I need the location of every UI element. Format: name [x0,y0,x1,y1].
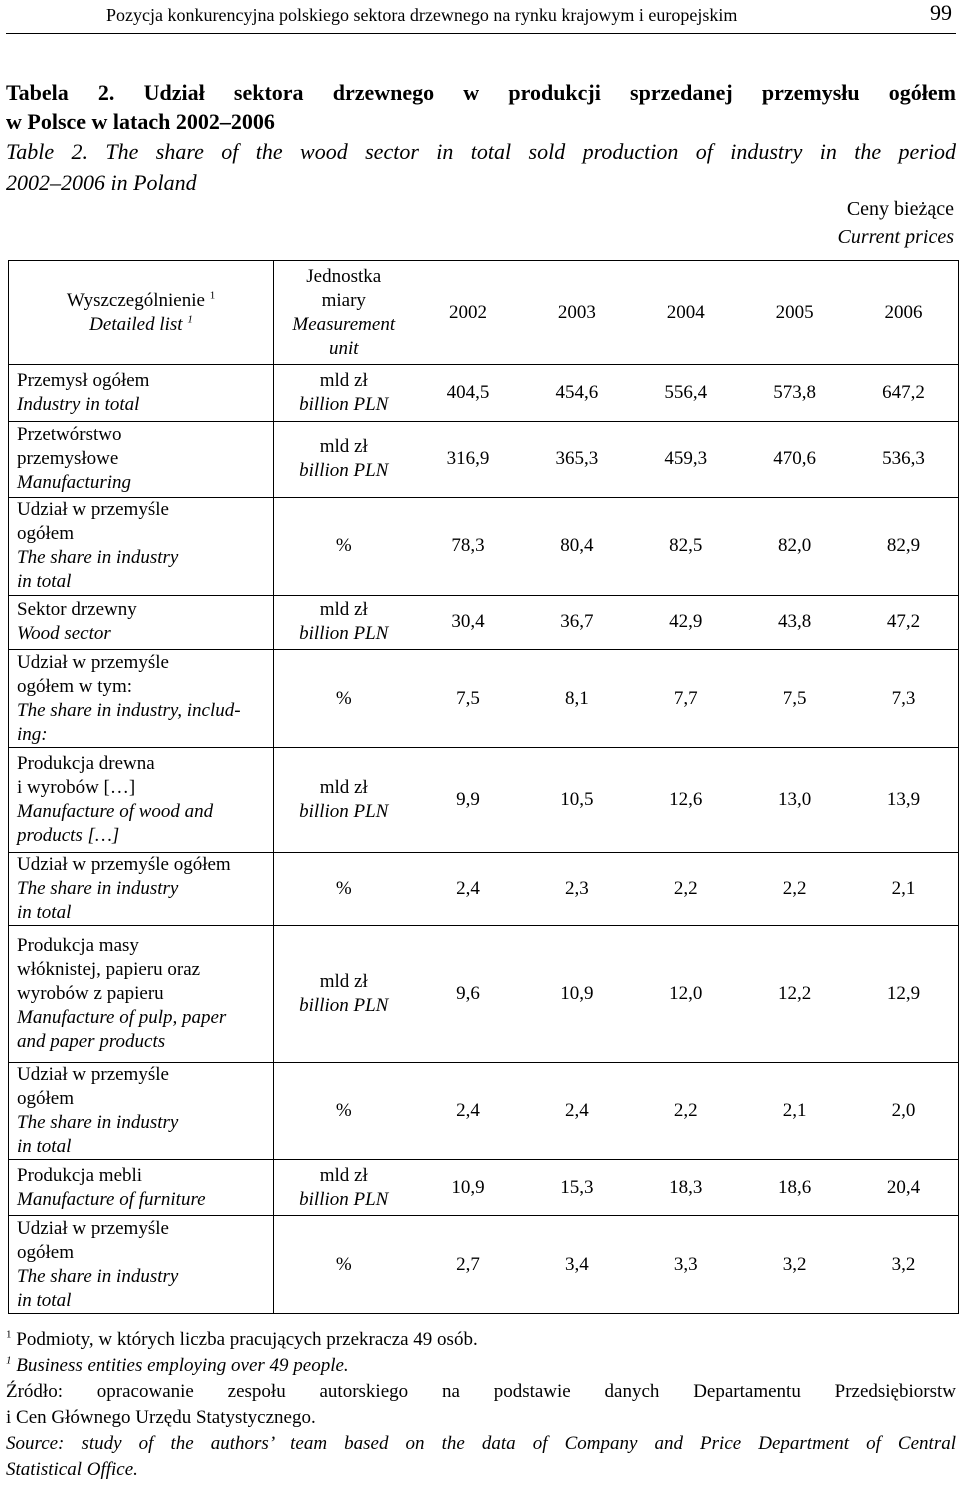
value-cell: 12,9 [886,982,921,1004]
value-cell: 82,5 [669,535,703,557]
value-cell: 2,1 [782,1099,807,1121]
year-header: 2004 [666,301,705,323]
year-header: 2003 [557,301,596,323]
value-cell: 556,4 [664,382,708,404]
row-values [414,365,959,421]
row-values [414,748,959,852]
value-cell: 8,1 [564,687,589,709]
value-cell: 13,9 [886,789,921,810]
value-cell: 36,7 [560,611,594,633]
value-cell: 536,3 [882,448,925,470]
footnote-en: $^1$ Business entities employing over 49 people. [6,1354,349,1376]
row-description: Przemysł ogółem Industry in total [9,365,274,421]
value-cell: 13,0 [777,789,812,810]
value-cell: 470,6 [773,448,816,470]
value-cell: 3,3 [673,1253,698,1275]
table-row [9,926,959,1063]
row-values [414,595,959,649]
source-pl-line1: Źródło: opracowanie zespołu autorskiego na podstawie danych Departamentu Przedsiębiorstw [6,1381,956,1402]
caption-pl-line2: w Polsce w latach 2002–2006 [6,109,275,134]
value-cell: 12,2 [777,982,812,1004]
value-cell: 2,0 [891,1099,916,1121]
prices-note [838,195,954,251]
value-cell: 2,4 [456,877,480,899]
value-cell: 10,5 [560,789,594,810]
row-unit: mld zł billion PLN [274,595,414,649]
value-cell: 20,4 [886,1176,921,1198]
row-description: Przetwórstwo przemysłowe Manufacturing [9,421,274,497]
value-cell: 82,9 [886,535,921,557]
table-row [9,595,959,649]
table-row [9,421,959,497]
header-years-cell [414,261,959,365]
source-pl-line2: i Cen Głównego Urzędu Statystycznego. [6,1407,316,1428]
table-caption-pl [6,78,956,136]
value-cell: 2,7 [456,1253,480,1275]
value-cell: 2,2 [782,877,807,899]
row-values [414,498,959,595]
value-cell: 7,5 [456,687,480,709]
table-row [9,498,959,595]
value-cell: 7,5 [782,687,807,709]
value-cell: 7,3 [891,687,916,709]
footnote-pl: $^1$ Podmioty, w których liczba pracujących przekracza 49 osób. [6,1328,478,1350]
row-description: Udział w przemyśle ogółem w tym: The share in industry, includ- ing: [9,649,274,747]
value-cell: 80,4 [560,535,594,557]
value-cell: 42,9 [669,611,703,633]
value-cell: 573,8 [773,382,816,404]
row-values [414,649,959,747]
value-cell: 2,4 [564,1099,589,1121]
header-desc-cell: Wyszczególnienie $^1$ Detailed list $^1$ [9,261,274,365]
row-unit: % [274,1062,414,1159]
value-cell: 459,3 [664,448,708,470]
value-cell: 10,9 [560,982,594,1004]
caption-en-line2: 2002–2006 in Poland [6,170,197,195]
value-cell: 365,3 [555,448,599,470]
value-cell: 10,9 [451,1176,485,1198]
table-row [9,1216,959,1314]
year-header: 2002 [448,301,487,323]
row-unit: mld zł billion PLN [274,421,414,497]
value-cell: 78,3 [451,535,485,557]
row-unit: % [274,498,414,595]
value-cell: 7,7 [673,687,698,709]
header-unit-cell: Jednostka miary Measurement unit [274,261,414,365]
value-cell: 30,4 [451,611,485,633]
row-unit: % [274,649,414,747]
row-unit: mld zł billion PLN [274,748,414,852]
data-table [8,260,959,1314]
value-cell: 82,0 [777,535,812,557]
year-header: 2006 [884,301,923,323]
row-unit: mld zł billion PLN [274,926,414,1063]
value-cell: 43,8 [777,611,812,633]
row-description: Udział w przemyśle ogółem The share in industry in total [9,1062,274,1159]
table-row [9,748,959,852]
running-title: Pozycja konkurencyjna polskiego sektora drzewnego na rynku krajowym i europejskim [106,5,738,25]
table-row [9,852,959,925]
value-cell: 2,1 [891,877,916,899]
source-en-line2: Statistical Office. [6,1459,138,1480]
row-unit: mld zł billion PLN [274,1160,414,1216]
page-number: 99 [930,0,952,25]
row-description: Udział w przemyśle ogółem The share in industry in total [9,498,274,595]
header-row [9,261,959,365]
value-cell: 9,9 [456,789,480,810]
row-description: Udział w przemyśle ogółem The share in industry in total [9,1216,274,1314]
value-cell: 12,6 [669,789,703,810]
value-cell: 47,2 [886,611,921,633]
header-desc-pl: Wyszczególnienie [66,289,205,311]
header-desc-en: Detailed list [89,313,183,335]
value-cell: 18,6 [777,1176,812,1198]
row-values [414,421,959,497]
table-row [9,1062,959,1159]
row-values [414,852,959,925]
row-values [414,926,959,1063]
table-row [9,649,959,747]
row-unit: mld zł billion PLN [274,365,414,421]
value-cell: 3,2 [891,1253,916,1275]
caption-en-line1: Table 2. The share of the wood sector in total sold production of industry in the period [6,139,956,164]
row-description: Produkcja drewna i wyrobów […] Manufacture of wood and products […] [9,748,274,852]
prices-en: Current prices [837,226,954,248]
value-cell: 15,3 [560,1176,594,1198]
row-unit: % [274,852,414,925]
year-header: 2005 [775,301,814,323]
table-row [9,1160,959,1216]
value-cell: 2,3 [564,877,589,899]
table-caption-en [6,136,956,198]
footnotes [6,1327,956,1483]
value-cell: 404,5 [446,382,490,404]
source-en-line1: Source: study of the authors’ team based on the data of Company and Price Department of Central [6,1433,956,1454]
value-cell: 454,6 [555,382,599,404]
value-cell: 2,2 [673,877,698,899]
running-header [6,0,956,34]
value-cell: 9,6 [456,982,480,1004]
row-values [414,1216,959,1314]
row-description: Produkcja mebli Manufacture of furniture [9,1160,274,1216]
row-unit: % [274,1216,414,1314]
value-cell: 2,4 [456,1099,480,1121]
caption-pl-line1: Tabela 2. Udział sektora drzewnego w produkcji sprzedanej przemysłu ogółem [6,80,956,105]
row-values [414,1062,959,1159]
value-cell: 3,4 [564,1253,589,1275]
prices-pl: Ceny bieżące [846,198,954,220]
value-cell: 647,2 [882,382,925,404]
table-row [9,365,959,421]
value-cell: 2,2 [673,1099,698,1121]
value-cell: 316,9 [446,448,490,470]
row-description: Udział w przemyśle ogółem The share in industry in total [9,852,274,925]
value-cell: 18,3 [669,1176,703,1198]
value-cell: 12,0 [669,982,703,1004]
row-values [414,1160,959,1216]
row-description: Produkcja masy włóknistej, papieru oraz wyrobów z papieru Manufacture of pulp, paper and paper products [9,926,274,1063]
value-cell: 3,2 [782,1253,807,1275]
row-description: Sektor drzewny Wood sector [9,595,274,649]
